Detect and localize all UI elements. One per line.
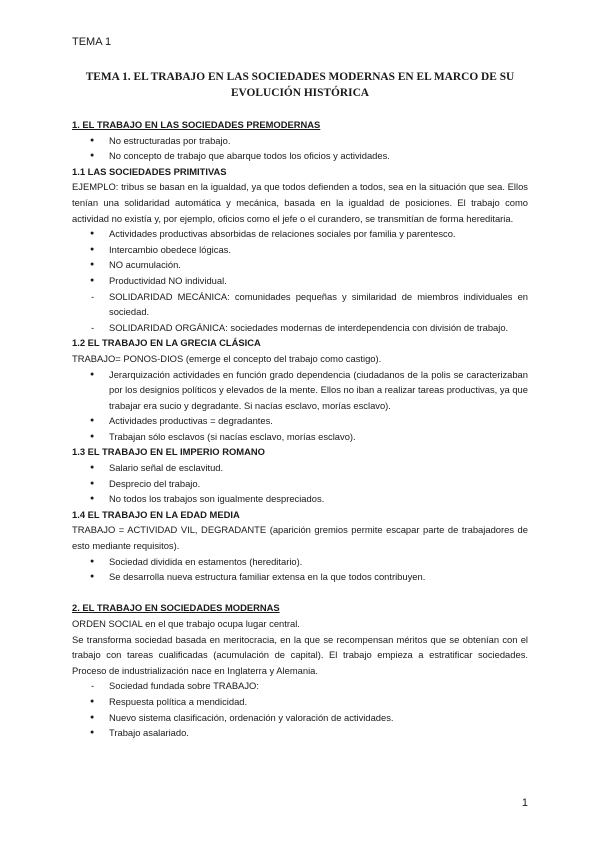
document-body (72, 117, 528, 741)
section-2-line: ORDEN SOCIAL en el que trabajo ocupa lugar central. (72, 618, 300, 629)
list-item: ● No concepto de trabajo que abarque todos los oficios y actividades. (72, 148, 528, 164)
section-1-1-heading: 1.1 LAS SOCIEDADES PRIMITIVAS (72, 165, 227, 177)
section-1-4-heading: 1.4 EL TRABAJO EN LA EDAD MEDIA (72, 508, 240, 520)
section-2-heading: 2. EL TRABAJO EN SOCIEDADES MODERNAS (72, 602, 280, 614)
list-item: ● No estructuradas por trabajo. (72, 133, 528, 149)
list-item: ● Actividades productivas absorbidas de relaciones sociales por familia y parentesco. (72, 226, 528, 242)
list-item: ● Actividades productivas = degradantes. (72, 413, 528, 429)
list-item: ● Trabajo asalariado. (72, 725, 528, 741)
list-item: ● Sociedad dividida en estamentos (hereditario). (72, 554, 528, 570)
page-number: 1 (521, 797, 528, 809)
dash-item: - SOLIDARIDAD ORGÁNICA: sociedades modernas de interdependencia con división de trabajo. (72, 320, 528, 336)
list-item: ● NO acumulación. (72, 257, 528, 273)
list-item: ● Respuesta política a mendicidad. (72, 694, 528, 710)
section-1-1-list (72, 226, 528, 335)
section-2-list (72, 678, 528, 740)
list-item: ● No todos los trabajos son igualmente despreciados. (72, 491, 528, 507)
list-item: ● Salario señal de esclavitud. (72, 460, 528, 476)
page-header: TEMA 1 (72, 36, 112, 48)
list-item: ● Trabajan sólo esclavos (si nacías esclavo, morías esclavo). (72, 429, 528, 445)
section-1-2-heading: 1.2 EL TRABAJO EN LA GRECIA CLÁSICA (72, 337, 261, 349)
dash-item: - Sociedad fundada sobre TRABAJO: (72, 678, 528, 694)
section-1-4-list (72, 554, 528, 585)
section-1-heading: 1. EL TRABAJO EN LAS SOCIEDADES PREMODERNAS (72, 119, 321, 130)
section-1-2-list (72, 367, 528, 445)
section-1-3-heading: 1.3 EL TRABAJO EN EL IMPERIO ROMANO (72, 446, 265, 458)
section-2-paragraph: Se transforma sociedad basada en meritocracia, en la que se recompensan méritos que se obtenían con el trabajo con tareas cualificadas (acumulación de capital). El trabajo empieza a estratificar sociedades. Proceso de industrialización nace en Inglaterra y Alemania. (72, 633, 528, 676)
dash-item: - SOLIDARIDAD MECÁNICA: comunidades pequeñas y similaridad de miembros individuales en sociedad. (72, 289, 528, 320)
list-item: ● Intercambio obedece lógicas. (72, 242, 528, 258)
section-1-list (72, 133, 528, 164)
list-item: ● Productividad NO individual. (72, 273, 528, 289)
section-1-4-paragraph: TRABAJO = ACTIVIDAD VIL, DEGRADANTE (aparición gremios permite escapar parte de trabajadores de esto mediante requisitos). (72, 524, 528, 552)
list-item: ● Desprecio del trabajo. (72, 476, 528, 492)
section-1-2-paragraph: TRABAJO= PONOS-DIOS (emerge el concepto del trabajo como castigo). (72, 352, 382, 364)
section-1-3-list (72, 460, 528, 507)
list-item: ● Jerarquización actividades en función grado dependencia (ciudadanos de la polis se caracterizaban por los designios políticos y elevados de la mente. Ellos no iban a realizar tareas productivas, ya que trabajar era sucio y degradante. Si nacías esclavo, morías esclavo). (72, 367, 528, 414)
list-item: ● Nuevo sistema clasificación, ordenación y valoración de actividades. (72, 710, 528, 726)
document-title: TEMA 1. EL TRABAJO EN LAS SOCIEDADES MODERNAS EN EL MARCO DE SU EVOLUCIÓN HISTÓRICA (85, 71, 515, 99)
list-item: ● Se desarrolla nueva estructura familiar extensa en la que todos contribuyen. (72, 569, 528, 585)
section-1-1-paragraph: EJEMPLO: tribus se basan en la igualdad, ya que todos defienden a todos, sea en la situación que sea. Ellos tenían una solidaridad automática y mecánica, basada en la igualdad de posiciones. El trabajo como actividad no existía y, por ejemplo, oficios como el jefe o el curandero, se transmitían de forma hereditaria. (72, 181, 528, 224)
